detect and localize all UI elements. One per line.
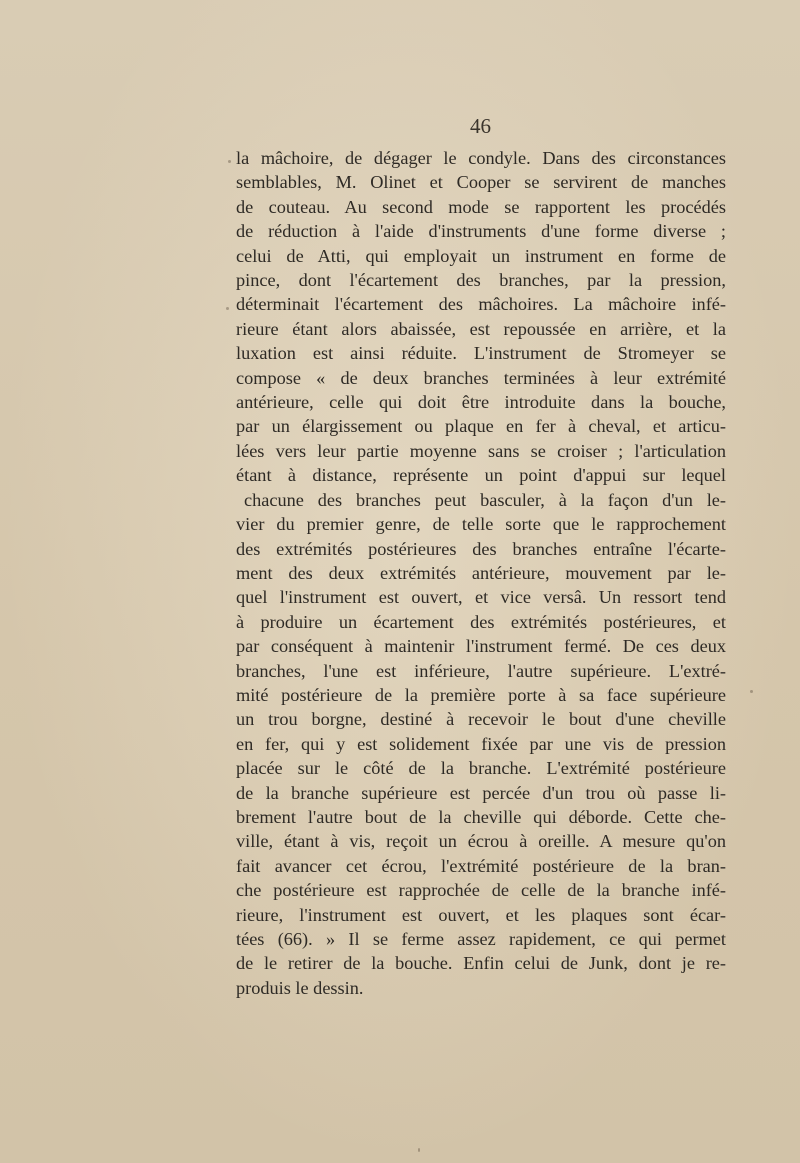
text-line: de la branche supérieure est percée d'un trou où passe li- <box>236 782 726 803</box>
text-line: tées (66). » Il se ferme assez rapidement, ce qui permet <box>236 929 726 949</box>
text-line: ville, étant à vis, reçoit un écrou à oreille. A mesure qu'on <box>236 831 726 852</box>
text-line: produis le dessin. <box>236 977 364 998</box>
text-line: mité postérieure de la première porte à sa face supérieure <box>236 684 726 705</box>
paper-speck <box>226 307 229 310</box>
text-line: en fer, qui y est solidement fixée par une vis de pression <box>236 733 726 754</box>
text-line: fait avancer cet écrou, l'extrémité postérieure de la bran- <box>236 855 726 876</box>
paper-speck <box>228 160 231 163</box>
text-line: la mâchoire, de dégager le condyle. Dans des circonstances <box>236 148 726 168</box>
text-line: quel l'instrument est ouvert, et vice versâ. Un ressort tend <box>236 587 726 608</box>
body-text <box>236 146 726 1000</box>
text-line: déterminait l'écartement des mâchoires. La mâchoire infé- <box>236 294 726 315</box>
text-line: un trou borgne, destiné à recevoir le bout d'une cheville <box>236 709 726 730</box>
text-line: chacune des branches peut basculer, à la façon d'un le- <box>244 489 726 510</box>
text-line: brement l'autre bout de la cheville qui déborde. Cette che- <box>236 806 726 827</box>
text-line: celui de Atti, qui employait un instrument en forme de <box>236 245 726 266</box>
text-line: lées vers leur partie moyenne sans se croiser ; l'articulation <box>236 440 726 461</box>
text-line: antérieure, celle qui doit être introduite dans la bouche, <box>236 392 726 413</box>
text-line: à produire un écartement des extrémités postérieures, et <box>236 611 726 632</box>
text-line: par un élargissement ou plaque en fer à cheval, et articu- <box>236 416 726 437</box>
text-line: luxation est ainsi réduite. L'instrument de Stromeyer se <box>236 343 726 364</box>
text-line: par conséquent à maintenir l'instrument fermé. De ces deux <box>236 636 726 657</box>
text-line: de le retirer de la bouche. Enfin celui de Junk, dont je re- <box>236 953 726 974</box>
text-line: rieure étant alors abaissée, est repoussée en arrière, et la <box>236 318 726 339</box>
text-line: pince, dont l'écartement des branches, par la pression, <box>236 270 726 291</box>
text-line: de réduction à l'aide d'instruments d'une forme diverse ; <box>236 221 726 242</box>
text-line: des extrémités postérieures des branches entraîne l'écarte- <box>236 538 726 559</box>
text-line: ment des deux extrémités antérieure, mouvement par le- <box>236 562 726 583</box>
text-line: semblables, M. Olinet et Cooper se servirent de manches <box>236 172 726 193</box>
paper-speck <box>418 1148 420 1152</box>
text-line: de couteau. Au second mode se rapportent les procédés <box>236 196 726 217</box>
page-number: 46 <box>470 114 491 138</box>
text-line: vier du premier genre, de telle sorte que le rapprochement <box>236 514 726 535</box>
text-line: rieure, l'instrument est ouvert, et les plaques sont écar- <box>236 904 726 925</box>
text-line: branches, l'une est inférieure, l'autre supérieure. L'extré- <box>236 660 726 681</box>
paper-speck <box>750 690 753 693</box>
text-line: che postérieure est rapprochée de celle de la branche infé- <box>236 880 726 901</box>
text-line: placée sur le côté de la branche. L'extrémité postérieure <box>236 758 726 779</box>
text-line: étant à distance, représente un point d'appui sur lequel <box>236 465 726 486</box>
text-line: compose « de deux branches terminées à leur extrémité <box>236 367 726 388</box>
